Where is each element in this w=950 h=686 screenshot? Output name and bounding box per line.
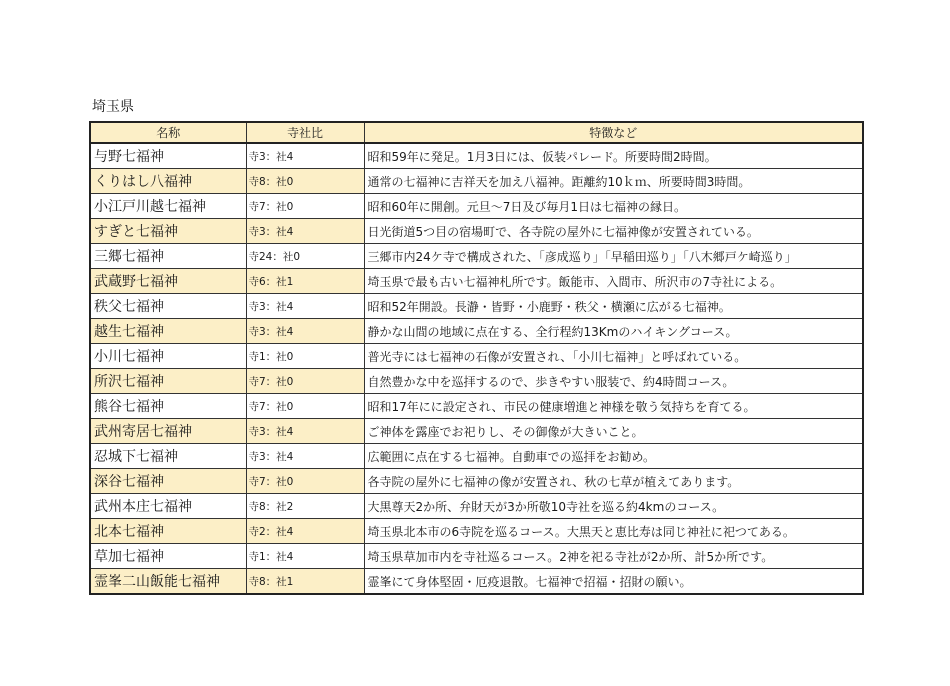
row-feature-cell: 埼玉県で最も古い七福神札所です。飯能市、入間市、所沢市の7寺社による。 (364, 269, 863, 294)
page-title: 埼玉県 (92, 99, 134, 115)
row-feature-cell: 自然豊かな中を巡拝するので、歩きやすい服装で、約4時間コース。 (364, 369, 863, 394)
row-ratio-cell: 寺3：社4 (246, 219, 364, 244)
row-feature-cell: 広範囲に点在する七福神。自動車での巡拝をお勧め。 (364, 444, 863, 469)
row-name-cell: 熊谷七福神 (90, 394, 246, 419)
table-row (90, 419, 863, 444)
row-name-cell: 草加七福神 (90, 544, 246, 569)
table-row (90, 194, 863, 219)
row-feature-cell: 大黒尊天2か所、弁財天が3か所敬10寺社を巡る約4kmのコース。 (364, 494, 863, 519)
row-name-cell: 霊峯二山飯能七福神 (90, 569, 246, 595)
row-ratio-cell: 寺24：社0 (246, 244, 364, 269)
table-row (90, 394, 863, 419)
table-row (90, 169, 863, 194)
row-feature-cell: 昭和59年に発足。1月3日には、仮装パレード。所要時間2時間。 (364, 143, 863, 169)
row-ratio-cell: 寺2：社4 (246, 519, 364, 544)
row-feature-cell: 日光街道5つ目の宿場町で、各寺院の屋外に七福神像が安置されている。 (364, 219, 863, 244)
row-name-cell: 忍城下七福神 (90, 444, 246, 469)
row-feature-cell: 静かな山間の地域に点在する、全行程約13Kmのハイキングコース。 (364, 319, 863, 344)
column-header-name: 名称 (90, 122, 246, 143)
row-ratio-cell: 寺7：社0 (246, 469, 364, 494)
row-name-cell: 深谷七福神 (90, 469, 246, 494)
table-row (90, 219, 863, 244)
column-header-features: 特徴など (364, 122, 863, 143)
table-row (90, 294, 863, 319)
row-ratio-cell: 寺7：社0 (246, 394, 364, 419)
row-ratio-cell: 寺6：社1 (246, 269, 364, 294)
row-ratio-cell: 寺3：社4 (246, 143, 364, 169)
row-name-cell: 小江戸川越七福神 (90, 194, 246, 219)
row-name-cell: くりはし八福神 (90, 169, 246, 194)
row-ratio-cell: 寺8：社0 (246, 169, 364, 194)
row-feature-cell: 普光寺には七福神の石像が安置され、「小川七福神」と呼ばれている。 (364, 344, 863, 369)
table-row (90, 494, 863, 519)
row-ratio-cell: 寺8：社2 (246, 494, 364, 519)
row-name-cell: 小川七福神 (90, 344, 246, 369)
row-feature-cell: 通常の七福神に吉祥天を加え八福神。距離約10ｋｍ、所要時間3時間。 (364, 169, 863, 194)
row-ratio-cell: 寺3：社4 (246, 294, 364, 319)
shichifukujin-table (89, 121, 864, 595)
row-feature-cell: ご神体を露座でお祀りし、その御像が大きいこと。 (364, 419, 863, 444)
table-row (90, 369, 863, 394)
row-name-cell: 秩父七福神 (90, 294, 246, 319)
table-row (90, 444, 863, 469)
table-header-row (90, 122, 863, 143)
table-row (90, 269, 863, 294)
row-feature-cell: 昭和60年に開創。元旦～7日及び毎月1日は七福神の縁日。 (364, 194, 863, 219)
row-name-cell: 武州本庄七福神 (90, 494, 246, 519)
row-ratio-cell: 寺3：社4 (246, 319, 364, 344)
table-row (90, 469, 863, 494)
row-name-cell: 越生七福神 (90, 319, 246, 344)
row-feature-cell: 埼玉県草加市内を寺社巡るコース。2神を祀る寺社が2か所、計5か所です。 (364, 544, 863, 569)
table-row (90, 544, 863, 569)
row-name-cell: 三郷七福神 (90, 244, 246, 269)
row-name-cell: すぎと七福神 (90, 219, 246, 244)
row-ratio-cell: 寺1：社0 (246, 344, 364, 369)
row-ratio-cell: 寺1：社4 (246, 544, 364, 569)
row-name-cell: 北本七福神 (90, 519, 246, 544)
table-row (90, 143, 863, 169)
row-name-cell: 所沢七福神 (90, 369, 246, 394)
row-name-cell: 与野七福神 (90, 143, 246, 169)
table-row (90, 244, 863, 269)
row-name-cell: 武蔵野七福神 (90, 269, 246, 294)
row-ratio-cell: 寺3：社4 (246, 444, 364, 469)
row-name-cell: 武州寄居七福神 (90, 419, 246, 444)
table-row (90, 569, 863, 595)
row-ratio-cell: 寺8：社1 (246, 569, 364, 595)
column-header-ratio: 寺社比 (246, 122, 364, 143)
row-feature-cell: 昭和52年開設。長瀞・皆野・小鹿野・秩父・横瀬に広がる七福神。 (364, 294, 863, 319)
row-feature-cell: 埼玉県北本市の6寺院を巡るコース。大黒天と恵比寿は同じ神社に祀つてある。 (364, 519, 863, 544)
table-row (90, 519, 863, 544)
row-ratio-cell: 寺7：社0 (246, 194, 364, 219)
row-ratio-cell: 寺7：社0 (246, 369, 364, 394)
table-row (90, 319, 863, 344)
row-feature-cell: 三郷市内24ケ寺で構成された、「彦成巡り」「早稲田巡り」「八木郷戸ケ崎巡り」 (364, 244, 863, 269)
row-feature-cell: 昭和17年にに設定され、市民の健康増進と神様を敬う気持ちを育てる。 (364, 394, 863, 419)
table-row (90, 344, 863, 369)
row-ratio-cell: 寺3：社4 (246, 419, 364, 444)
row-feature-cell: 霊峯にて身体堅固・厄疫退散。七福神で招福・招財の願い。 (364, 569, 863, 595)
row-feature-cell: 各寺院の屋外に七福神の像が安置され、秋の七草が植えてあります。 (364, 469, 863, 494)
